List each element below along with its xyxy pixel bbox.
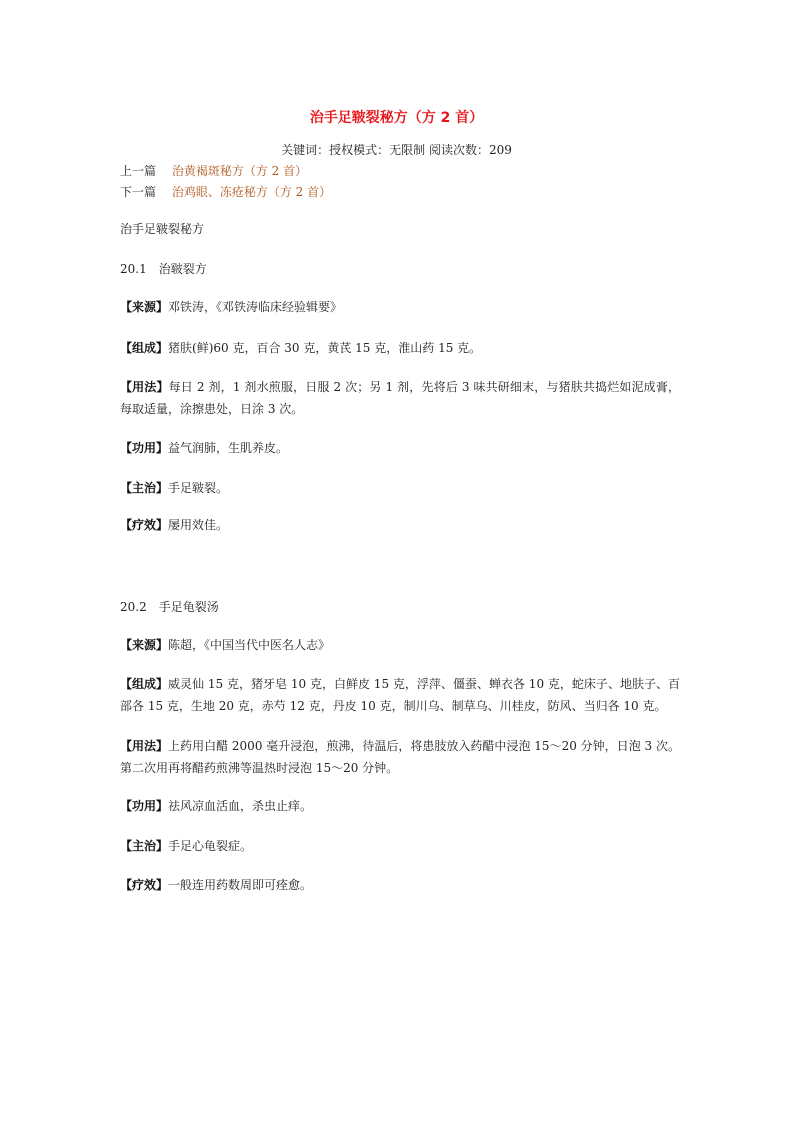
section-2-result (120, 874, 680, 896)
article-heading: 治手足皲裂秘方 (120, 222, 205, 236)
prev-article-row (120, 162, 307, 179)
section-2-usage (120, 735, 680, 779)
indication-text: 手足心龟裂症。 (168, 839, 253, 853)
section-1-source (120, 296, 680, 318)
composition-text: 猪肤(鲜)60 克，百合 30 克，黄芪 15 克，淮山药 15 克。 (168, 341, 482, 355)
effect-text: 祛风凉血活血，杀虫止痒。 (168, 799, 313, 813)
usage-tag: 【用法】 (120, 739, 169, 753)
article-meta: 关键词：授权模式：无限制 阅读次数：209 (281, 143, 512, 157)
effect-tag: 【功用】 (120, 799, 169, 813)
section-2-title: 20.2 手足龟裂汤 (120, 600, 219, 614)
indication-tag: 【主治】 (120, 839, 169, 853)
composition-tag: 【组成】 (120, 677, 169, 691)
prev-label: 上一篇 (120, 164, 157, 178)
result-text: 屡用效佳。 (168, 518, 229, 532)
indication-text: 手足皲裂。 (168, 481, 229, 495)
section-2-composition (120, 673, 680, 717)
section-1-title: 20.1 治皲裂方 (120, 262, 207, 276)
section-1-result (120, 514, 680, 536)
section-2-effect (120, 795, 680, 817)
source-text: 陈超，《中国当代中医名人志》 (168, 638, 331, 652)
usage-tag: 【用法】 (120, 380, 169, 394)
effect-text: 益气润肺，生肌养皮。 (168, 441, 289, 455)
section-2-indication (120, 835, 680, 857)
result-text: 一般连用药数周即可痊愈。 (168, 878, 313, 892)
source-tag: 【来源】 (120, 638, 169, 652)
effect-tag: 【功用】 (120, 441, 169, 455)
section-1-effect (120, 437, 680, 459)
section-1-indication (120, 477, 680, 499)
composition-text: 威灵仙 15 克，猪牙皂 10 克，白鲜皮 15 克，浮萍、僵蚕、蝉衣各 10 克，蛇床子、地肤子、百部各 15 克，生地 20 克，赤芍 12 克，丹皮 10 克，制川乌、制草乌、川桂皮，防风、当归各 10 克。 (120, 677, 680, 713)
section-1-usage (120, 376, 680, 420)
page-title: 治手足皲裂秘方（方 2 首） (309, 110, 484, 126)
result-tag: 【疗效】 (120, 518, 169, 532)
composition-tag: 【组成】 (120, 341, 169, 355)
indication-tag: 【主治】 (120, 481, 169, 495)
next-label: 下一篇 (120, 185, 157, 199)
section-1-composition (120, 337, 680, 359)
usage-text: 每日 2 剂，1 剂水煎服，日服 2 次；另 1 剂，先将后 3 味共研细末，与猪肤共捣烂如泥成膏，每取适量，涂擦患处，日涂 3 次。 (120, 380, 680, 416)
section-2-source (120, 634, 680, 656)
usage-text: 上药用白醋 2000 毫升浸泡，煎沸，待温后，将患肢放入药醋中浸泡 15～20 分钟，日泡 3 次。第二次用再将醋药煎沸等温热时浸泡 15～20 分钟。 (120, 739, 680, 775)
next-article-link[interactable]: 治鸡眼、冻疮秘方（方 2 首） (171, 185, 332, 199)
result-tag: 【疗效】 (120, 878, 169, 892)
prev-article-link[interactable]: 治黄褐斑秘方（方 2 首） (171, 164, 308, 178)
next-article-row (120, 183, 331, 200)
source-tag: 【来源】 (120, 300, 169, 314)
source-text: 邓铁涛，《邓铁涛临床经验辑要》 (168, 300, 343, 314)
